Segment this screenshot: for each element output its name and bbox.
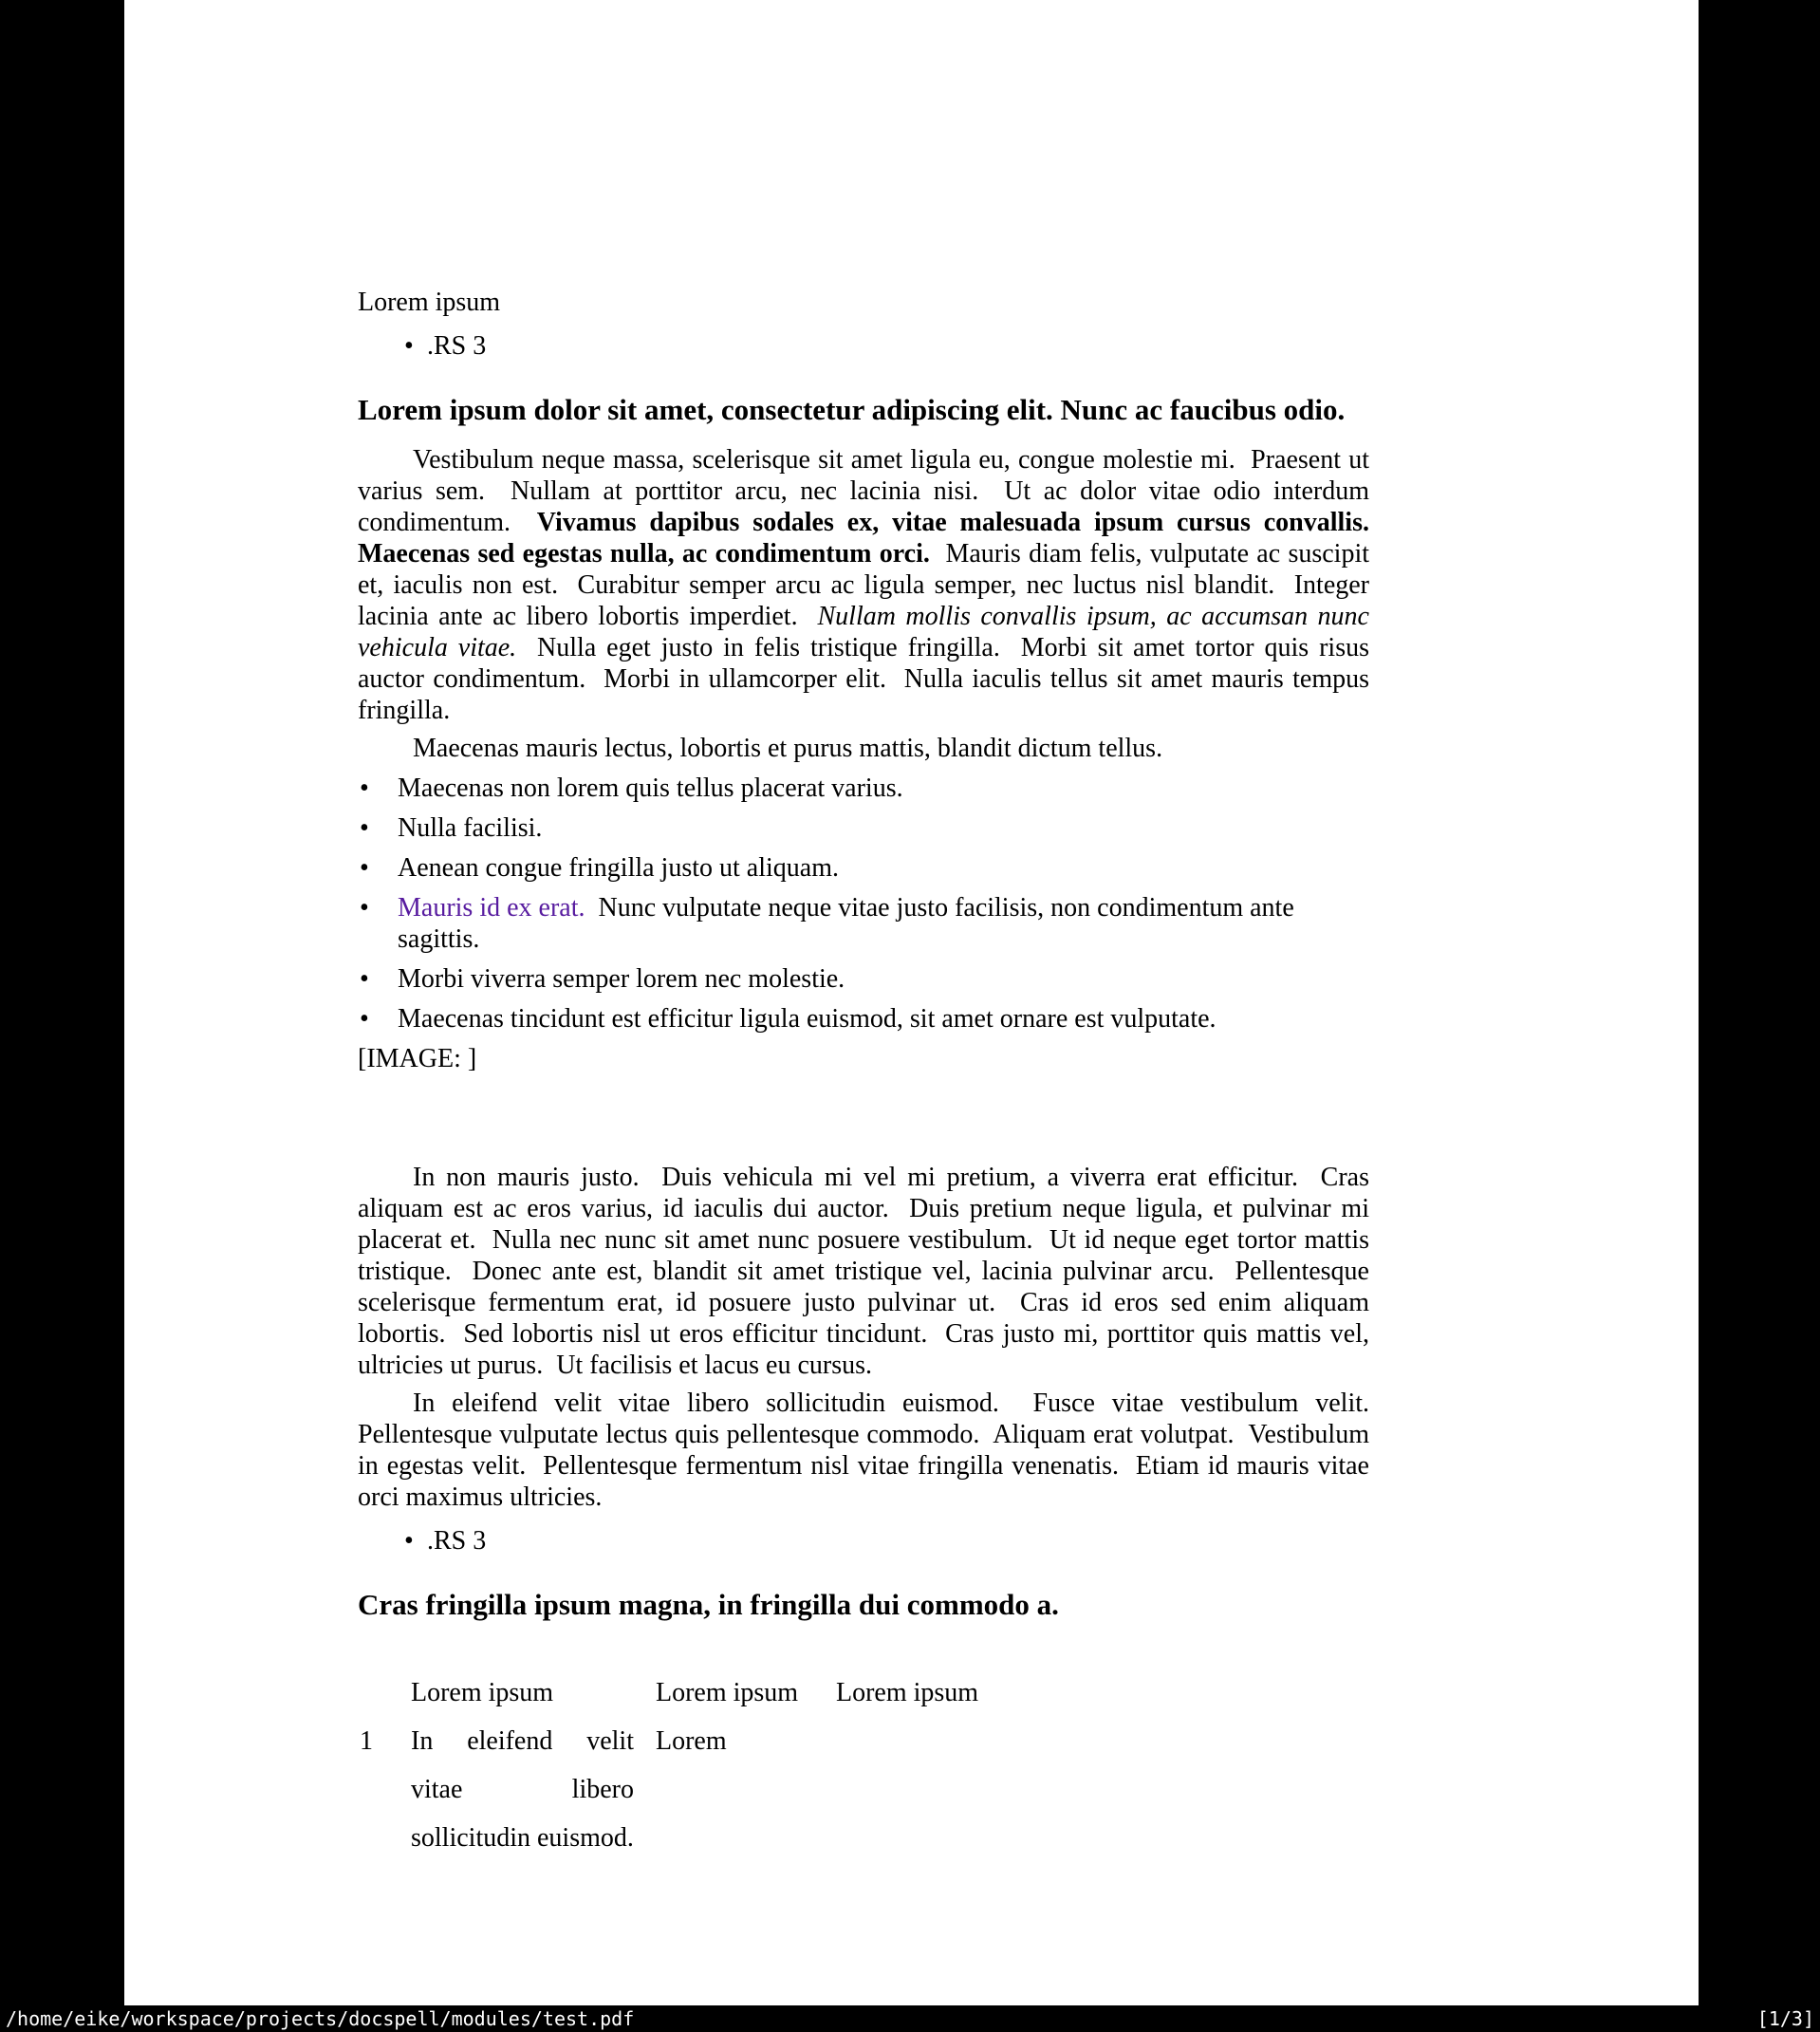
text-segment: Maecenas tincidunt est efficitur ligula euismod, sit amet ornare est vulputate.: [398, 1004, 1216, 1034]
list-item-4: [358, 892, 1369, 955]
text-segment: Vestibulum neque massa, scelerisque sit amet ligula eu, congue molestie mi. Praesent ut varius sem. Nullam at porttitor arcu, nec lacinia nisi. Ut ac dolor vitae odio interdum condimentum.: [358, 445, 1376, 537]
bullet-text: [398, 773, 1369, 804]
bullet-icon: •: [404, 331, 414, 361]
table-header-row-cell: Lorem ipsum: [656, 1678, 799, 1707]
list-item-1: [358, 773, 1369, 804]
section-heading-1: Lorem ipsum dolor sit amet, consectetur adipiscing elit. Nunc ac faucibus odio.: [358, 393, 1346, 426]
bullet-icon: •: [360, 813, 369, 843]
rs-bullet-text: .RS 3: [427, 331, 487, 361]
bullet-icon: •: [360, 853, 369, 883]
intro-line: Lorem ipsum: [358, 288, 501, 317]
bullet-text: [398, 963, 1369, 995]
bullet-icon: •: [360, 774, 369, 803]
text-segment: Nulla eget justo in felis tristique fringilla. Morbi sit amet tortor quis risus auctor condimentum. Morbi in ullamcorper elit. Nulla iaculis tellus sit amet mauris tempus fringilla.: [358, 633, 1376, 725]
table-header-row-cell: Lorem ipsum: [836, 1678, 979, 1707]
text-segment: Nullam mollis convallis ipsum, ac accumsan nunc vehicula vitae.: [358, 602, 1376, 662]
table-header-row-cell: Lorem ipsum: [411, 1678, 554, 1707]
spacer: [358, 1074, 1369, 1146]
paragraph-1: [358, 444, 1383, 726]
rs-macro-bullet-1: [358, 330, 1369, 362]
list-item-6: [358, 1003, 1369, 1035]
text-segment: In non mauris justo. Duis vehicula mi vel mi pretium, a viverra erat efficitur. Cras aliquam est ac eros varius, id iaculis dui auctor. Duis pretium neque ligula, et pulvinar mi placerat et. Nulla nec nunc sit amet nunc posuere vestibulum. Ut id neque eget tortor mattis tristique. Donec ante est, blandit sit amet tristique vel, lacinia pulvinar arcu. Pellentesque scelerisque fermentum erat, id posuere justo pulvinar ut. Cras id eros sed enim aliquam lobortis. Sed lobortis nisl ut eros efficitur tincidunt. Cras justo mi, porttitor quis mattis vel, ultricies ut purus. Ut facilisis et lacus eu cursus.: [358, 1163, 1376, 1380]
bullet-text: [398, 892, 1369, 955]
bullet-text: [398, 852, 1369, 884]
document-content: [358, 287, 1383, 1862]
text-segment: Maecenas mauris lectus, lobortis et purus mattis, blandit dictum tellus.: [413, 734, 1163, 763]
table-row-cell: Lorem: [656, 1726, 727, 1756]
bullet-icon: •: [360, 1004, 369, 1034]
lorem-table: [358, 1668, 1369, 1862]
bullet-icon: •: [360, 964, 369, 994]
list-item-2: [358, 812, 1369, 844]
table-row-cell: In eleifend velit vitae libero sollicitudin euismod.: [411, 1726, 634, 1853]
paragraph-4: [358, 1388, 1383, 1513]
list-item-3: [358, 852, 1369, 884]
bullet-icon: •: [360, 893, 369, 923]
text-segment: In eleifend velit vitae libero sollicitudin euismod. Fusce vitae vestibulum velit. Pellentesque vulputate lectus quis pellentesque commodo. Aliquam erat volutpat. Vestibulum in egestas velit. Pellentesque fermentum nisl vitae fringilla venenatis. Etiam id mauris vitae orci maximus ultricies.: [358, 1389, 1383, 1512]
rs-macro-bullet-2: [358, 1525, 1369, 1557]
paragraph-2: [358, 733, 1369, 764]
bullet-text: [398, 1003, 1369, 1035]
text-segment: Morbi viverra semper lorem nec molestie.: [398, 964, 845, 994]
link-mauris-id-ex-erat[interactable]: Mauris id ex erat.: [398, 893, 585, 923]
statusbar-file-path: /home/eike/workspace/projects/docspell/modules/test.pdf: [6, 2007, 635, 2030]
text-segment: Nunc vulputate neque vitae justo facilisis, non condimentum ante sagittis.: [398, 893, 1301, 954]
rs-bullet-text: .RS 3: [427, 1526, 487, 1556]
text-segment: Vivamus dapibus sodales ex, vitae malesuada ipsum cursus convallis. Maecenas sed egestas nulla, ac condimentum orci.: [358, 508, 1383, 569]
paragraph-3: [358, 1162, 1376, 1381]
statusbar: [0, 2005, 1820, 2032]
text-segment: Maecenas non lorem quis tellus placerat varius.: [398, 774, 903, 803]
text-segment: Mauris diam felis, vulputate ac suscipit et, iaculis non est. Curabitur semper arcu ac ligula semper, nec luctus nisl blandit. Integer lacinia ante ac libero lobortis imperdiet.: [358, 539, 1376, 631]
list-item-5: [358, 963, 1369, 995]
bullet-icon: •: [404, 1526, 414, 1556]
section-heading-2: Cras fringilla ipsum magna, in fringilla dui commodo a.: [358, 1588, 1059, 1621]
image-placeholder-line: [IMAGE: ]: [358, 1044, 477, 1073]
bullet-text: [398, 812, 1369, 844]
text-segment: Aenean congue fringilla justo ut aliquam.: [398, 853, 839, 883]
pdf-page[interactable]: [124, 0, 1699, 2005]
statusbar-page-indicator: [1/3]: [1756, 2007, 1814, 2030]
table-row-cell: 1: [360, 1726, 373, 1756]
text-segment: Nulla facilisi.: [398, 813, 543, 843]
